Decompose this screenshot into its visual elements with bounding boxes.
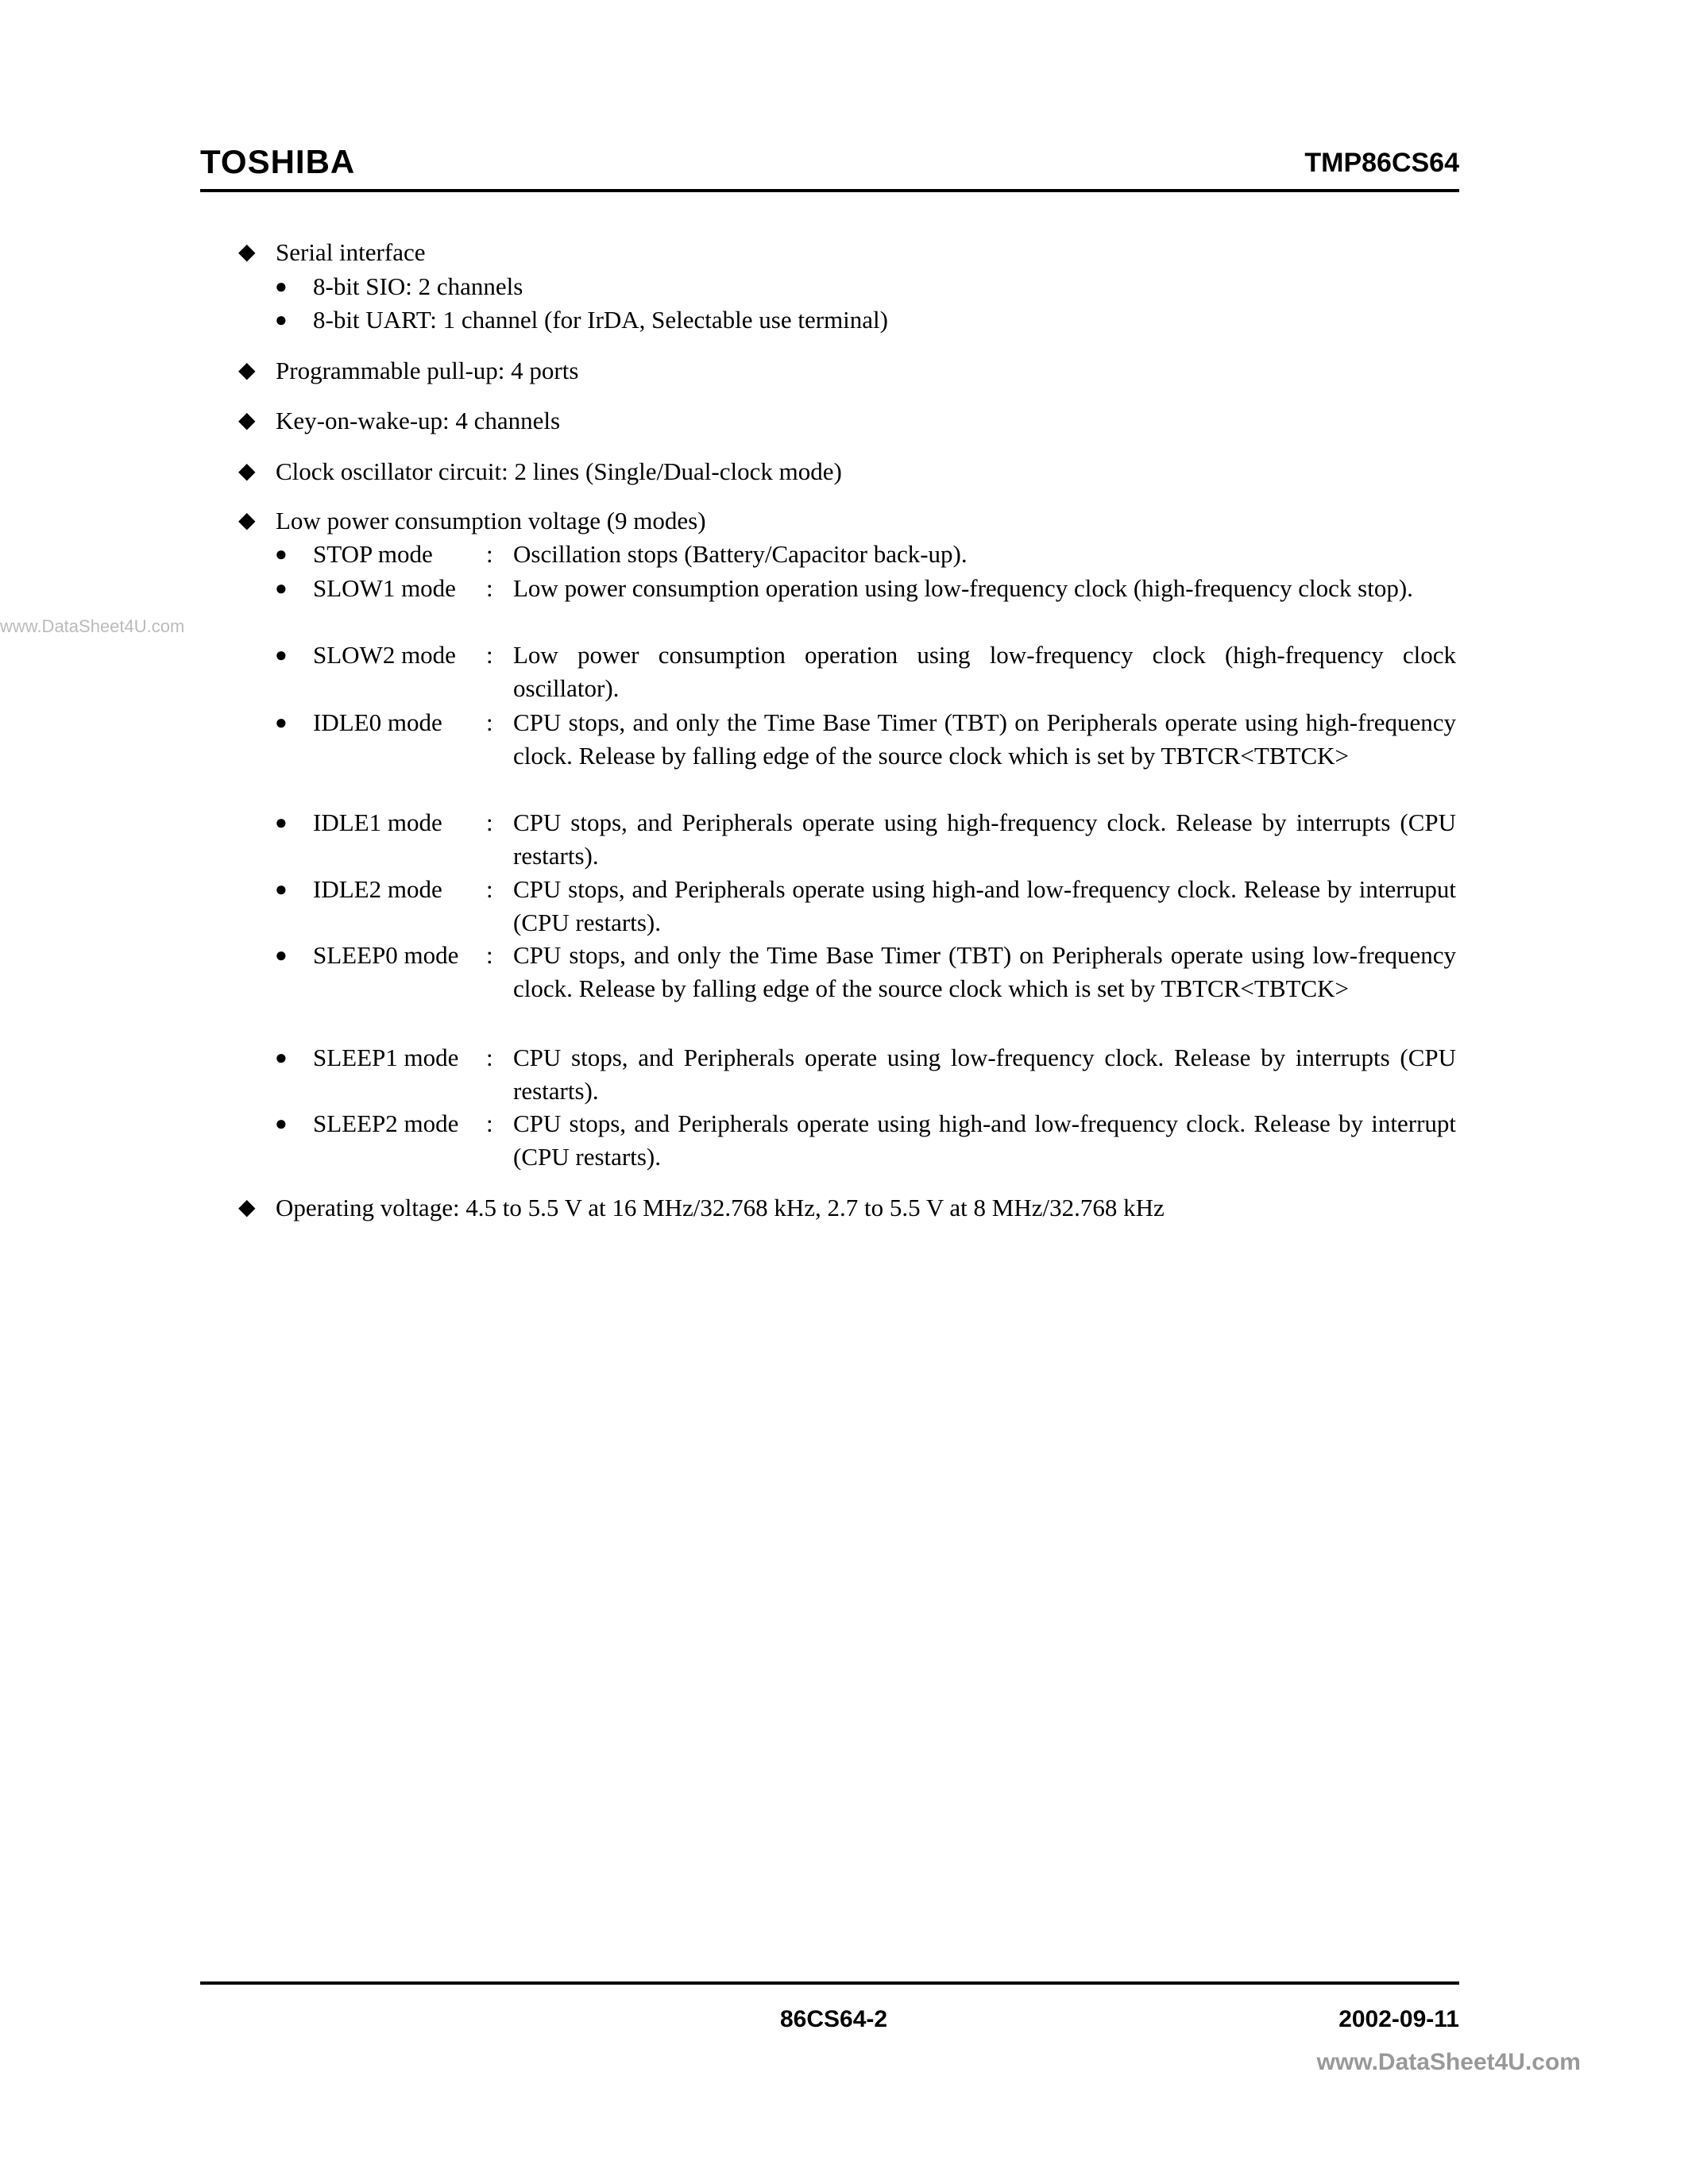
dot-bullet-icon: ●: [275, 1112, 288, 1135]
mode-label: SLEEP0 mode: [313, 941, 459, 969]
document-date: 2002-09-11: [1338, 2006, 1459, 2032]
mode-label: STOP mode: [313, 540, 433, 568]
dot-bullet-icon: ●: [275, 1046, 288, 1069]
diamond-bullet-icon: ◆: [238, 358, 256, 383]
mode-description: Oscillation stops (Battery/Capacitor back-up).: [513, 540, 968, 568]
diamond-bullet-icon: ◆: [238, 1195, 256, 1220]
mode-description: CPU stops, and Peripherals operate using high-frequency clock. Release by interrupts (CPU restarts).: [513, 808, 1456, 870]
separator: :: [486, 540, 493, 568]
separator: :: [486, 941, 493, 969]
dot-bullet-icon: ●: [275, 811, 288, 834]
diamond-bullet-icon: ◆: [238, 459, 256, 484]
feature-clock: Clock oscillator circuit: 2 lines (Single/Dual-clock mode): [276, 457, 842, 485]
separator: :: [486, 808, 493, 836]
dot-bullet-icon: ●: [275, 711, 288, 734]
header-rule: [200, 189, 1459, 192]
dot-bullet-icon: ●: [275, 943, 288, 967]
mode-label: SLEEP2 mode: [313, 1109, 459, 1137]
page-number: 86CS64-2: [780, 2006, 888, 2032]
mode-description: CPU stops, and only the Time Base Timer (TBT) on Peripherals operate using low-frequency clock. Release by falling edge of the source clock which is set by TBTCR<TBTCK>: [513, 941, 1456, 1002]
dot-bullet-icon: ●: [275, 878, 288, 901]
mode-description: Low power consumption operation using low-frequency clock (high-frequency clock stop).: [513, 574, 1413, 602]
feature-voltage: Operating voltage: 4.5 to 5.5 V at 16 MHz/32.768 kHz, 2.7 to 5.5 V at 8 MHz/32.768 kHz: [276, 1194, 1165, 1221]
dot-bullet-icon: ●: [275, 643, 288, 666]
dot-bullet-icon: ●: [275, 542, 288, 565]
mode-label: IDLE0 mode: [313, 708, 442, 736]
diamond-bullet-icon: ◆: [238, 408, 256, 433]
mode-label: IDLE2 mode: [313, 875, 442, 903]
mode-description: Low power consumption operation using low-frequency clock (high-frequency clock oscillator).: [513, 641, 1456, 702]
feature-lowpower: Low power consumption voltage (9 modes): [276, 507, 706, 534]
mode-label: IDLE1 mode: [313, 808, 442, 836]
feature-keywake: Key-on-wake-up: 4 channels: [276, 407, 561, 434]
part-number: TMP86CS64: [1304, 148, 1459, 178]
mode-description: CPU stops, and Peripherals operate using high-and low-frequency clock. Release by interrupt (CPU restarts).: [513, 1109, 1456, 1171]
separator: :: [486, 875, 493, 903]
diamond-bullet-icon: ◆: [238, 508, 256, 533]
serial-item: 8-bit UART: 1 channel (for IrDA, Selectable use terminal): [313, 306, 888, 334]
separator: :: [486, 574, 493, 602]
mode-label: SLOW2 mode: [313, 641, 456, 669]
feature-serial: Serial interface: [276, 238, 426, 266]
separator: :: [486, 1044, 493, 1071]
mode-description: CPU stops, and only the Time Base Timer (TBT) on Peripherals operate using high-frequency clock. Release by falling edge of the source clock which is set by TBTCR<TBTCK>: [513, 708, 1456, 770]
footer-watermark: www.DataSheet4U.com: [1316, 2049, 1581, 2075]
separator: :: [486, 1109, 493, 1137]
dot-bullet-icon: ●: [275, 577, 288, 600]
footer-rule: [200, 1981, 1459, 1985]
toshiba-logo: TOSHIBA: [200, 143, 356, 180]
side-watermark: www.DataSheet4U.com: [0, 616, 185, 636]
serial-item: 8-bit SIO: 2 channels: [313, 272, 523, 300]
diamond-bullet-icon: ◆: [238, 240, 256, 264]
mode-label: SLEEP1 mode: [313, 1044, 459, 1071]
feature-pullup: Programmable pull-up: 4 ports: [276, 357, 579, 384]
separator: :: [486, 708, 493, 736]
mode-description: CPU stops, and Peripherals operate using low-frequency clock. Release by interrupts (CPU restarts).: [513, 1044, 1456, 1105]
mode-label: SLOW1 mode: [313, 574, 456, 602]
dot-bullet-icon: ●: [275, 308, 288, 331]
dot-bullet-icon: ●: [275, 275, 288, 298]
mode-description: CPU stops, and Peripherals operate using high-and low-frequency clock. Release by interruput (CPU restarts).: [513, 875, 1456, 936]
separator: :: [486, 641, 493, 669]
